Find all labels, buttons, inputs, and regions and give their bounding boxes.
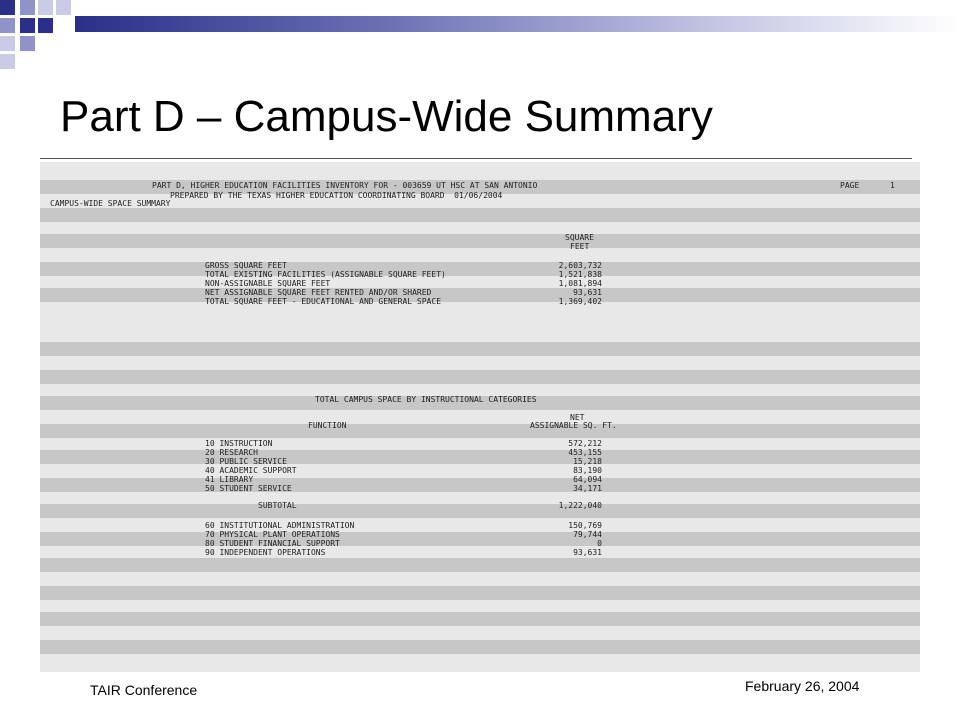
header-gradient-bar	[75, 16, 960, 32]
paper-stripe	[40, 640, 920, 654]
row-label: 90 INDEPENDENT OPERATIONS	[205, 548, 326, 557]
row-value: 83,190	[573, 466, 602, 475]
paper-stripe	[40, 208, 920, 222]
row-label: GROSS SQUARE FEET	[205, 261, 287, 270]
paper-stripe	[40, 262, 920, 276]
decor-square	[0, 36, 15, 51]
decor-square	[20, 36, 35, 51]
paper-stripe	[40, 586, 920, 600]
row-value: 572,212	[568, 439, 602, 448]
row-value: 93,631	[573, 548, 602, 557]
report-header-line: PREPARED BY THE TEXAS HIGHER EDUCATION COORDINATING BOARD 01/06/2004	[170, 191, 503, 200]
report-header-line: PART D, HIGHER EDUCATION FACILITIES INVENTORY FOR - 003659 UT HSC AT SAN ANTONIO	[152, 181, 538, 190]
paper-stripe	[40, 612, 920, 626]
row-value: 93,631	[573, 288, 602, 297]
decor-square	[0, 54, 15, 69]
row-value: 79,744	[573, 530, 602, 539]
row-label: 30 PUBLIC SERVICE	[205, 457, 287, 466]
row-value: 0	[597, 539, 602, 548]
row-label: TOTAL SQUARE FEET - EDUCATIONAL AND GENERAL SPACE	[205, 297, 442, 306]
page-number: 1	[890, 181, 895, 190]
row-label: 80 STUDENT FINANCIAL SUPPORT	[205, 539, 340, 548]
paper-stripe	[40, 450, 920, 464]
row-value: 150,769	[568, 521, 602, 530]
row-label: 70 PHYSICAL PLANT OPERATIONS	[205, 530, 340, 539]
row-label: 10 INSTRUCTION	[205, 439, 273, 448]
decor-square	[20, 0, 35, 15]
row-value: 453,155	[568, 448, 602, 457]
row-label: 60 INSTITUTIONAL ADMINISTRATION	[205, 521, 355, 530]
decor-square	[0, 18, 15, 33]
row-value: 1,369,402	[558, 297, 602, 306]
row-value: 1,521,838	[558, 270, 602, 279]
paper-stripe	[40, 532, 920, 546]
decor-square	[56, 0, 71, 15]
decor-square	[38, 0, 53, 15]
title-divider	[40, 158, 912, 159]
decor-square	[20, 18, 35, 33]
row-label: 50 STUDENT SERVICE	[205, 484, 292, 493]
paper-stripe	[40, 370, 920, 384]
row-value: 15,218	[573, 457, 602, 466]
column-header: ASSIGNABLE SQ. FT.	[530, 421, 617, 430]
paper-stripe	[40, 475, 920, 492]
decor-square	[38, 18, 53, 33]
column-header: NET	[570, 413, 585, 422]
footer-conference: TAIR Conference	[90, 682, 198, 698]
row-value: 64,094	[573, 475, 602, 484]
row-label: 41 LIBRARY	[205, 475, 254, 484]
section-label: CAMPUS-WIDE SPACE SUMMARY	[50, 199, 171, 208]
row-label: 20 RESEARCH	[205, 448, 258, 457]
row-label: TOTAL EXISTING FACILITIES (ASSIGNABLE SQUARE FEET)	[205, 270, 446, 279]
decor-square	[0, 0, 15, 15]
categories-title: TOTAL CAMPUS SPACE BY INSTRUCTIONAL CATEGORIES	[315, 395, 537, 404]
column-header: FUNCTION	[308, 421, 347, 430]
row-label: NON-ASSIGNABLE SQUARE FEET	[205, 279, 331, 288]
column-header: FEET	[570, 242, 590, 251]
paper-stripe	[40, 501, 920, 518]
slide-title: Part D – Campus-Wide Summary	[60, 92, 713, 141]
column-header: SQUARE	[565, 233, 594, 242]
paper-stripe	[40, 288, 920, 302]
row-value: 1,081,894	[558, 279, 602, 288]
row-label: 40 ACADEMIC SUPPORT	[205, 466, 297, 475]
row-label: NET ASSIGNABLE SQUARE FEET RENTED AND/OR SHARED	[205, 288, 432, 297]
footer-date: February 26, 2004	[745, 678, 860, 694]
row-value: 34,171	[573, 484, 602, 493]
row-value: 2,603,732	[558, 261, 602, 270]
subtotal-label: SUBTOTAL	[258, 501, 297, 510]
scanned-report	[40, 162, 920, 672]
paper-stripe	[40, 421, 920, 438]
paper-stripe	[40, 342, 920, 356]
paper-stripe	[40, 558, 920, 572]
page-label: PAGE	[840, 181, 860, 190]
paper-stripe	[40, 234, 920, 248]
subtotal-value: 1,222,040	[558, 501, 602, 510]
